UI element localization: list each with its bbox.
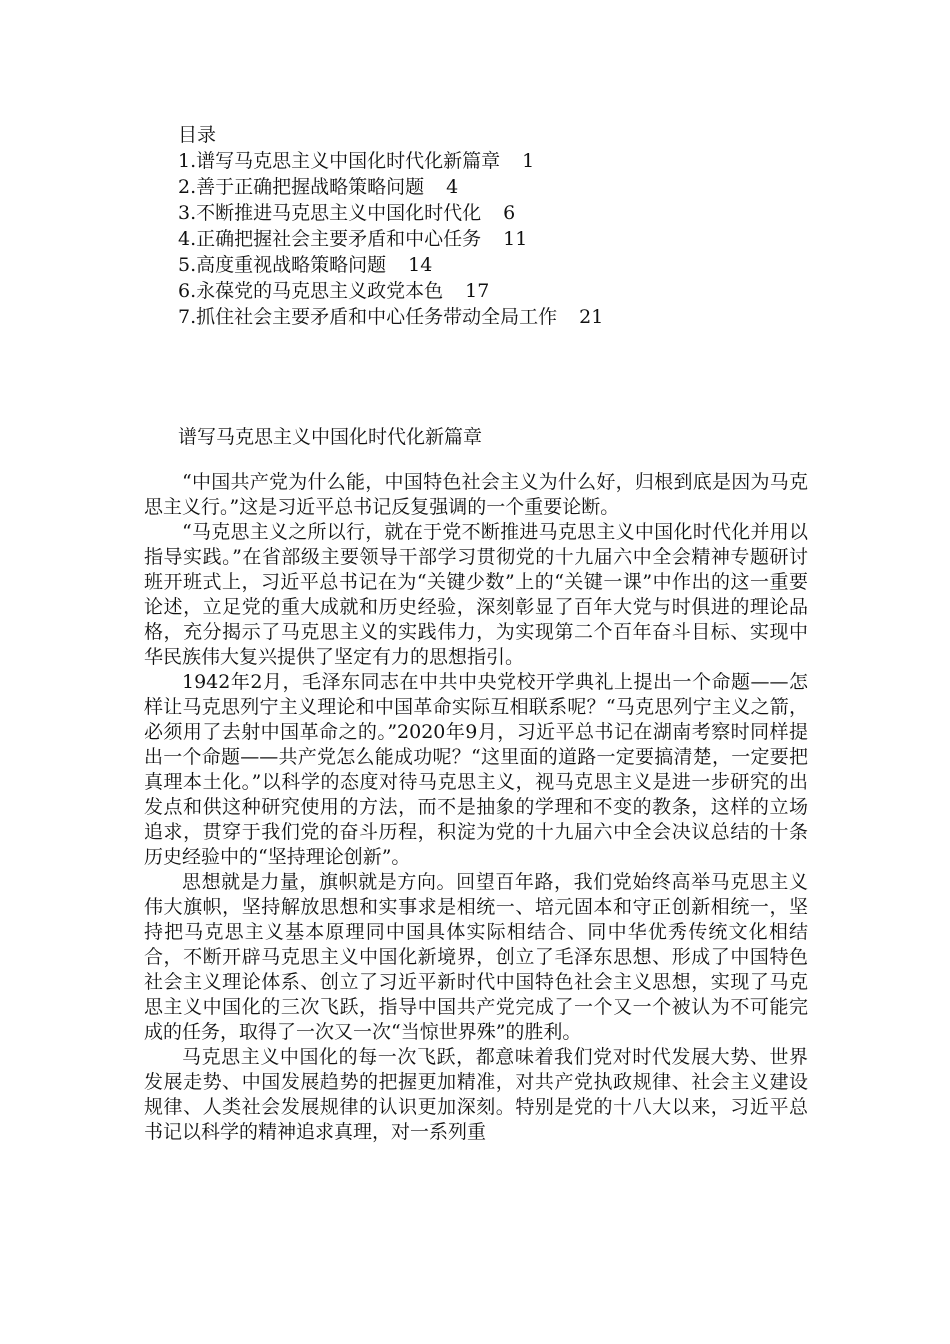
- toc-entry-title: 5.高度重视战略策略问题: [178, 254, 387, 276]
- toc-entry[interactable]: [178, 226, 818, 252]
- toc-heading: 目录: [178, 124, 217, 146]
- toc-entry-page: 4: [446, 176, 459, 198]
- article-title: 谱写马克思主义中国化时代化新篇章: [178, 426, 483, 448]
- toc-entry-page: 1: [522, 150, 535, 172]
- toc-entry-page: 6: [503, 202, 516, 224]
- toc-entry-title: 3.不断推进马克思主义中国化时代化: [178, 202, 482, 224]
- article-paragraph: “中国共产党为什么能，中国特色社会主义为什么好，归根到底是因为马克思主义行。”这是习近平总书记反复强调的一个重要论断。: [144, 471, 808, 518]
- toc-entry-title: 7.抓住社会主要矛盾和中心任务带动全局工作: [178, 306, 558, 328]
- toc-entry[interactable]: [178, 200, 818, 226]
- toc-entry-page: 14: [408, 254, 433, 276]
- toc-entry[interactable]: [178, 252, 818, 278]
- toc-entry-page: 21: [579, 306, 604, 328]
- article-paragraph: 马克思主义中国化的每一次飞跃，都意味着我们党对时代发展大势、世界发展走势、中国发展趋势的把握更加精准，对共产党执政规律、社会主义建设规律、人类社会发展规律的认识更加深刻。特别是党的十八大以来，习近平总书记以科学的精神追求真理，对一系列重: [144, 1046, 808, 1143]
- article-paragraph: 1942年2月，毛泽东同志在中共中央党校开学典礼上提出一个命题——怎样让马克思列宁主义理论和中国革命实际互相联系呢？“马克思列宁主义之箭，必须用了去射中国革命之的。”2020年9月，习近平总书记在湖南考察时同样提出一个命题——共产党怎么能成功呢？“这里面的道路一定要搞清楚，一定要把真理本土化。”以科学的态度对待马克思主义，视马克思主义是进一步研究的出发点和供这种研究使用的方法，而不是抽象的学理和不变的教条，这样的立场追求，贯穿于我们党的奋斗历程，积淀为党的十九届六中全会决议总结的十条历史经验中的“坚持理论创新”。: [144, 671, 808, 868]
- toc-entry-title: 2.善于正确把握战略策略问题: [178, 176, 425, 198]
- toc-entry[interactable]: [178, 148, 818, 174]
- toc-entry-page: 17: [465, 280, 490, 302]
- toc-entry-title: 4.正确把握社会主要矛盾和中心任务: [178, 228, 482, 250]
- article-body: [144, 470, 808, 1145]
- toc-entry-title: 6.永葆党的马克思主义政党本色: [178, 280, 444, 302]
- article-paragraph: 思想就是力量，旗帜就是方向。回望百年路，我们党始终高举马克思主义伟大旗帜，坚持解放思想和实事求是相统一、培元固本和守正创新相统一，坚持把马克思主义基本原理同中国具体实际相结合、同中华优秀传统文化相结合，不断开辟马克思主义中国化新境界，创立了毛泽东思想、形成了中国特色社会主义理论体系、创立了习近平新时代中国特色社会主义思想，实现了马克思主义中国化的三次飞跃，指导中国共产党完成了一个又一个被认为不可能完成的任务，取得了一次又一次“当惊世界殊”的胜利。: [144, 871, 808, 1043]
- table-of-contents: [178, 122, 818, 330]
- toc-entry-page: 11: [503, 228, 528, 250]
- toc-entry[interactable]: [178, 304, 818, 330]
- toc-entry[interactable]: [178, 278, 818, 304]
- toc-entry-title: 1.谱写马克思主义中国化时代化新篇章: [178, 150, 501, 172]
- article-paragraph: “马克思主义之所以行，就在于党不断推进马克思主义中国化时代化并用以指导实践。”在省部级主要领导干部学习贯彻党的十九届六中全会精神专题研讨班开班式上，习近平总书记在为“关键少数”上的“关键一课”中作出的这一重要论述，立足党的重大成就和历史经验，深刻彰显了百年大党与时俱进的理论品格，充分揭示了马克思主义的实践伟力，为实现第二个百年奋斗目标、实现中华民族伟大复兴提供了坚定有力的思想指引。: [144, 521, 808, 668]
- toc-entry[interactable]: [178, 174, 818, 200]
